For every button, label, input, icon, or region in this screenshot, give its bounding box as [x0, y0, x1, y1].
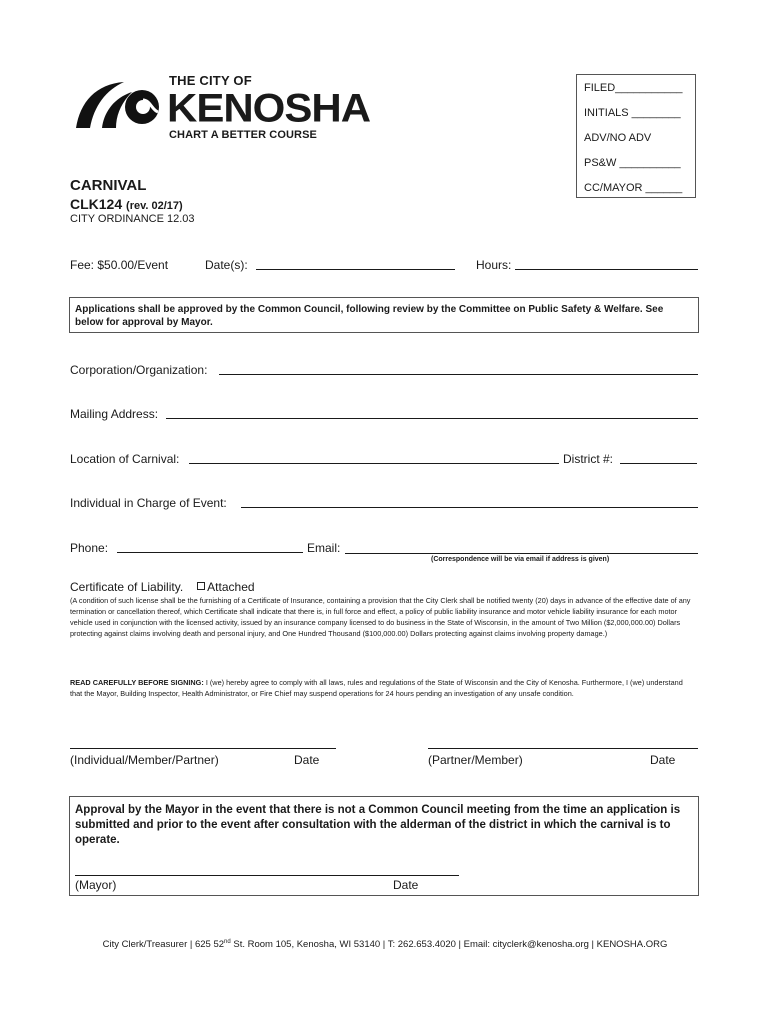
mayor-date-label: Date	[393, 878, 419, 892]
district-label: District #:	[563, 452, 614, 466]
district-field[interactable]	[620, 450, 697, 464]
logo-tagline: CHART A BETTER COURSE	[169, 129, 317, 141]
attached-label: Attached	[207, 580, 255, 594]
form-code	[70, 196, 183, 212]
cc-mayor-field[interactable]: CC/MAYOR ______	[584, 182, 683, 194]
location-label: Location of Carnival:	[70, 452, 180, 466]
certificate-text: (A condition of such license shall be the furnishing of a Certificate of Insurance, containing a provision that the City Clerk shall be notified twenty (20) days in advance of the effective date of any termination or cancellation thereof, which Certificate shall indicate that there is, in full force and effect, a policy of public liability insurance and motor vehicle liability insurance for each motor vehicle used in conjunction with the licensed activity, issued by an insurance company licensed to do business in the State of Wisconsin, in the amount of Two Million ($2,000,000.00) Dollars protecting against claims involving death and personal injury, and One Hundred Thousand ($100,000.00) Dollars protecting against claims involving property damage.)	[70, 596, 691, 638]
location-field[interactable]	[189, 450, 559, 464]
email-field[interactable]	[345, 540, 698, 554]
dates-field[interactable]	[256, 256, 455, 270]
individual-label: Individual in Charge of Event:	[70, 496, 227, 510]
footer-contact	[0, 939, 770, 950]
signature-line-left[interactable]	[70, 748, 336, 749]
form-revision: (rev. 02/17)	[126, 200, 183, 212]
footer-address-sup: nd	[224, 939, 231, 945]
kenosha-logo-icon	[72, 80, 167, 130]
mayor-approval-box	[69, 796, 699, 896]
corporation-field[interactable]	[219, 361, 698, 375]
certificate-title: Certificate of Liability.	[70, 580, 184, 594]
certificate-heading	[70, 580, 255, 594]
approval-notice-text: Applications shall be approved by the Common Council, following review by the Committee on Public Safety & Welfare. See below for approval by Mayor.	[75, 304, 664, 328]
phone-label: Phone:	[70, 541, 109, 555]
initials-field[interactable]: INITIALS ________	[584, 107, 681, 119]
city-ordinance: CITY ORDINANCE 12.03	[70, 213, 195, 225]
filed-field[interactable]: FILED___________	[584, 82, 683, 94]
signature-left-label: (Individual/Member/Partner)	[70, 753, 219, 767]
signature-line-right[interactable]	[428, 748, 698, 749]
read-carefully-section	[70, 677, 694, 699]
attached-checkbox[interactable]	[197, 582, 205, 590]
fee-label: Fee: $50.00/Event	[70, 258, 169, 272]
form-code-number: CLK124	[70, 196, 123, 212]
phone-field[interactable]	[117, 539, 303, 553]
read-carefully-heading: READ CAREFULLY BEFORE SIGNING:	[70, 678, 204, 687]
signature-right-label: (Partner/Member)	[428, 753, 523, 767]
footer-address-pre: City Clerk/Treasurer | 625 52	[102, 939, 225, 951]
mayor-signature-line[interactable]	[75, 875, 459, 876]
mailing-address-label: Mailing Address:	[70, 407, 159, 421]
signature-right-date: Date	[650, 753, 676, 767]
adv-field[interactable]: ADV/NO ADV	[584, 132, 652, 144]
email-label: Email:	[307, 541, 341, 555]
read-carefully-text: I (we) hereby agree to comply with all laws, rules and regulations of the State of Wisconsin and the City of Kenosha. Furthermore, I (we) understand that the Mayor, Building Inspector, Health Administrator, or Fire Chief may suspend operations for 24 hours pending an investigation of any unsafe condition.	[70, 678, 683, 698]
hours-label: Hours:	[476, 258, 512, 272]
dates-label: Date(s):	[205, 258, 248, 272]
psw-field[interactable]: PS&W __________	[584, 157, 681, 169]
individual-field[interactable]	[241, 494, 698, 508]
logo-text-kenosha: KENOSHA	[167, 85, 371, 130]
hours-field[interactable]	[515, 256, 698, 270]
footer-address-post: St. Room 105, Kenosha, WI 53140 | T: 262.653.4020 | Email: cityclerk@kenosha.org | KENOSHA.ORG	[230, 939, 668, 951]
mayor-approval-text: Approval by the Mayor in the event that there is not a Common Council meeting from the time an application is submitted and prior to the event after consultation with the alderman of the district in which the carnival is to operate.	[75, 804, 681, 846]
corporation-label: Corporation/Organization:	[70, 363, 208, 377]
form-title: CARNIVAL	[70, 177, 147, 194]
mailing-address-field[interactable]	[166, 405, 698, 419]
approval-notice-box	[69, 297, 699, 333]
signature-left-date: Date	[294, 753, 320, 767]
logo-text-city-of: THE CITY OF	[169, 73, 252, 88]
email-note: (Correspondence will be via email if address is given)	[431, 556, 610, 563]
office-use-box	[576, 74, 696, 198]
mayor-label: (Mayor)	[75, 878, 117, 892]
